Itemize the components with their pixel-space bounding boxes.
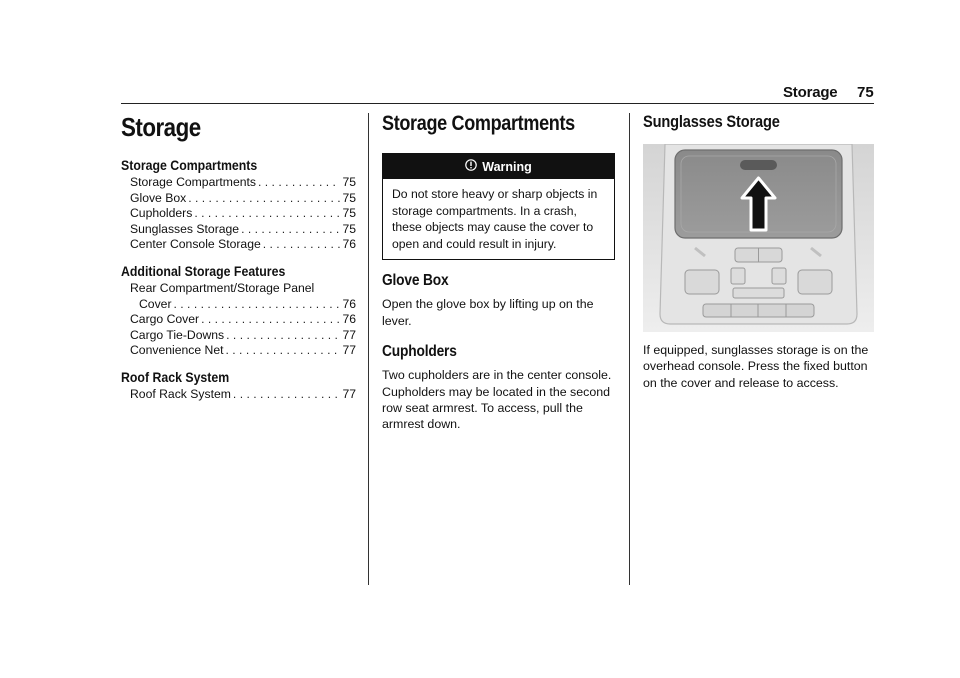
cupholders-text: Two cupholders are in the center console. Cupholders may be located in the second row seat armrest. To access, pull the armrest down. bbox=[382, 368, 612, 432]
toc-entry[interactable]: Convenience Net . . . 77 bbox=[121, 343, 356, 359]
toc-entry[interactable]: Cupholders . . . 75 bbox=[121, 206, 356, 222]
toc-entry[interactable]: Cargo Tie-Downs . . . 77 bbox=[121, 328, 356, 344]
warning-label: Warning bbox=[482, 159, 532, 174]
glove-box-text: Open the glove box by lifting up on the lever. bbox=[382, 297, 594, 328]
overhead-console-illustration bbox=[643, 144, 874, 332]
warning-header bbox=[383, 154, 614, 179]
up-arrow-icon bbox=[643, 144, 874, 332]
toc-entry-first-line[interactable]: Rear Compartment/Storage Panel bbox=[130, 280, 315, 295]
chapter-title: Storage bbox=[121, 112, 201, 142]
running-header-title: Storage bbox=[783, 84, 838, 101]
section-title: Storage Compartments bbox=[382, 112, 575, 135]
toc-section bbox=[121, 369, 356, 403]
column-divider bbox=[368, 113, 369, 585]
subsection-title: Cupholders bbox=[382, 343, 457, 361]
header-rule bbox=[121, 103, 874, 104]
section-title: Sunglasses Storage bbox=[643, 112, 780, 131]
toc-entry[interactable]: Roof Rack System . . . 77 bbox=[121, 387, 356, 403]
sunglasses-storage-section bbox=[643, 112, 875, 391]
subsection-title: Glove Box bbox=[382, 272, 449, 290]
toc-section-heading: Additional Storage Features bbox=[121, 262, 286, 279]
warning-box bbox=[382, 153, 615, 260]
page-number: 75 bbox=[857, 84, 874, 101]
toc-entry[interactable]: Storage Compartments . . . 75 bbox=[121, 175, 356, 191]
chapter-contents bbox=[121, 112, 356, 403]
toc-entry[interactable]: Sunglasses Storage . . . 75 bbox=[121, 222, 356, 238]
warning-triangle-icon bbox=[465, 159, 477, 174]
toc-entry[interactable]: Cargo Cover . . . 76 bbox=[121, 312, 356, 328]
column-divider bbox=[629, 113, 630, 585]
toc-entry[interactable]: Center Console Storage . . . 76 bbox=[121, 237, 356, 253]
toc-section-heading: Roof Rack System bbox=[121, 368, 230, 385]
warning-text: Do not store heavy or sharp objects in storage compartments. In a crash, these objects may cause the cover to open and could result in injury. bbox=[392, 187, 598, 251]
toc-entry[interactable]: Glove Box . . . 75 bbox=[121, 191, 356, 207]
toc-section bbox=[121, 263, 356, 359]
toc-entry[interactable]: Cover . . . 76 bbox=[121, 297, 356, 313]
sunglasses-storage-text: If equipped, sunglasses storage is on the overhead console. Press the fixed button on the cover and release to access. bbox=[643, 343, 869, 390]
storage-compartments-section bbox=[382, 112, 615, 433]
toc-section bbox=[121, 157, 356, 253]
toc-section-heading: Storage Compartments bbox=[121, 157, 258, 173]
